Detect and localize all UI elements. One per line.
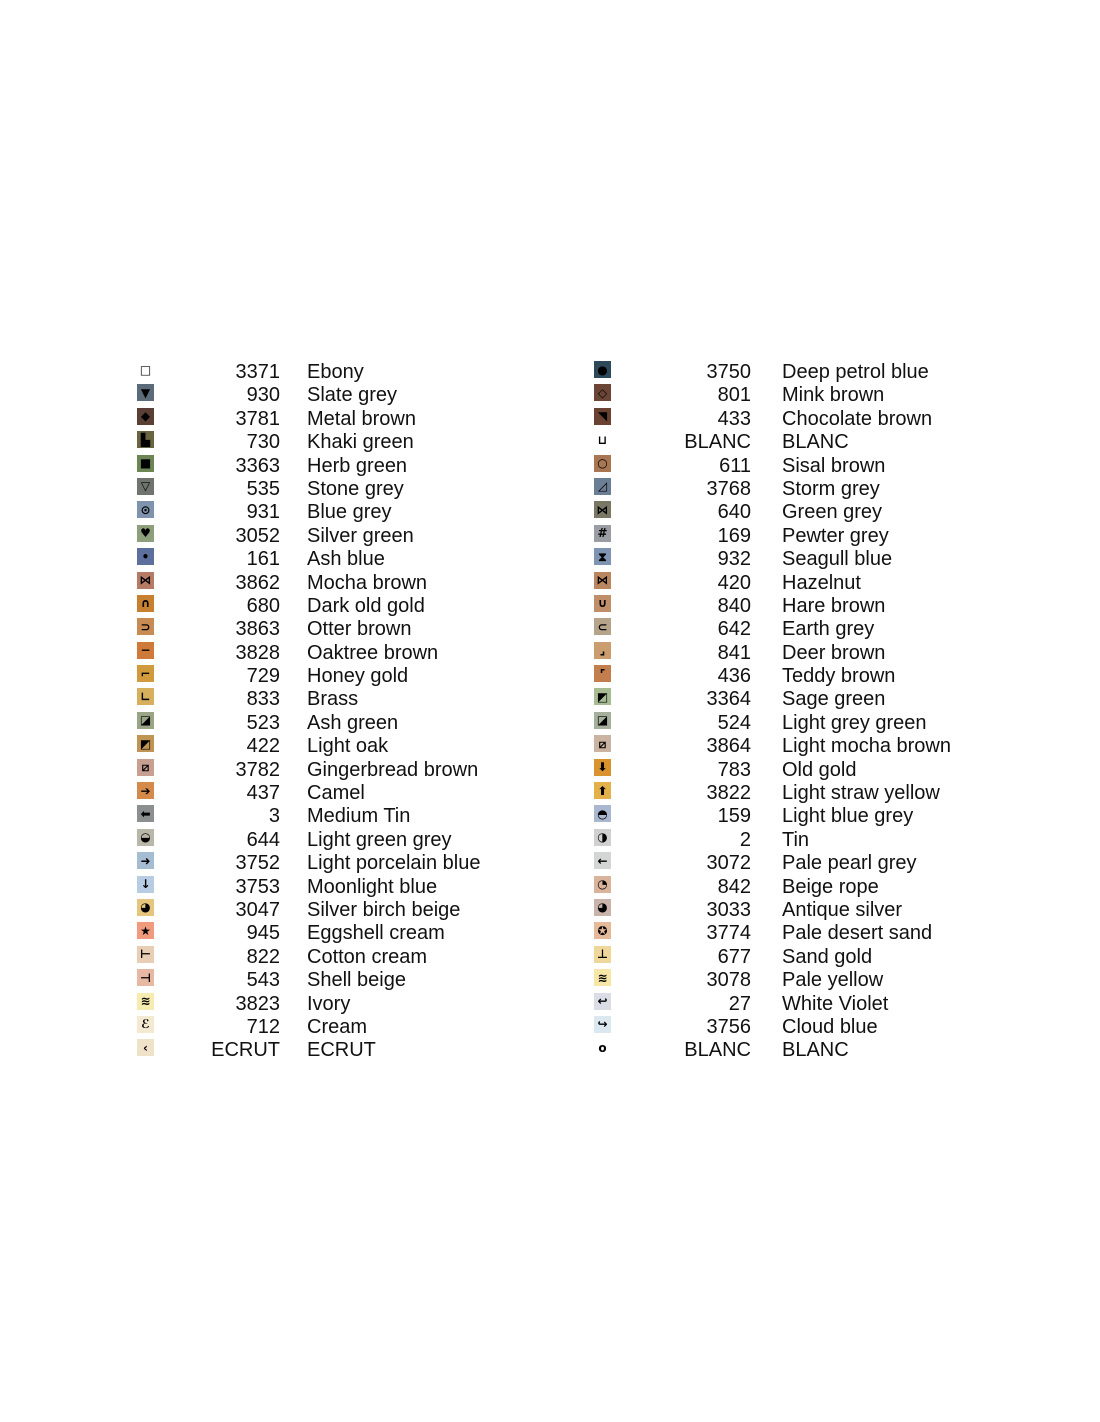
thread-number: 523 [246, 711, 280, 734]
thread-number: 3782 [235, 758, 280, 781]
symbol-glyph: □ [139, 362, 152, 377]
thread-number: 840 [717, 594, 751, 617]
thread-color-name: Tin [782, 828, 810, 851]
thread-number: 640 [717, 501, 751, 524]
thread-color-name: Teddy brown [782, 665, 896, 688]
thread-color-name: Moonlight blue [307, 875, 438, 898]
legend-row [594, 968, 1074, 991]
thread-color-name: Eggshell cream [307, 922, 445, 945]
legend-row [594, 641, 1074, 664]
thread-legend [0, 360, 1100, 1070]
symbol-glyph: ⧄ [598, 736, 607, 751]
thread-color-name: Pewter grey [782, 524, 889, 547]
star-box-icon [594, 922, 611, 939]
legend-row [137, 477, 617, 500]
thread-number: 842 [717, 875, 751, 898]
thread-color-name: Khaki green [307, 431, 414, 454]
thread-number: 3072 [706, 852, 751, 875]
legend-row [137, 828, 617, 851]
thread-number: 3078 [706, 969, 751, 992]
arrow-left-icon [594, 852, 611, 869]
thread-number: 644 [246, 828, 280, 851]
spiral-icon [594, 876, 611, 893]
symbol-glyph: ⊔ [597, 432, 608, 447]
thread-number: 3823 [235, 992, 280, 1015]
thread-number: 3752 [235, 852, 280, 875]
thread-number: 3781 [235, 407, 280, 430]
legend-row [137, 875, 617, 898]
legend-row [594, 711, 1074, 734]
symbol-glyph: ⊢ [140, 947, 151, 962]
symbol-glyph: ◕ [597, 900, 608, 915]
legend-row [137, 1038, 617, 1061]
legend-row [137, 687, 617, 710]
thread-color-name: Camel [307, 782, 365, 805]
thread-color-name: Ebony [307, 361, 364, 383]
diamond-outline-icon [594, 384, 611, 401]
thread-color-name: ECRUT [307, 1039, 376, 1062]
thread-number: 801 [717, 384, 751, 407]
thread-color-name: Medium Tin [307, 805, 411, 828]
thread-color-name: Mink brown [782, 384, 885, 407]
legend-row [137, 992, 617, 1015]
curl-left-icon [594, 993, 611, 1010]
symbol-glyph: ★ [140, 923, 151, 938]
symbol-glyph: ∟ [140, 689, 151, 704]
thread-number: 729 [246, 665, 280, 688]
legend-row [137, 945, 617, 968]
legend-row [137, 617, 617, 640]
legend-row [137, 758, 617, 781]
thread-number: 730 [246, 431, 280, 454]
symbol-glyph: • [141, 549, 150, 564]
zero-icon [594, 1039, 611, 1056]
symbol-glyph: − [140, 643, 151, 658]
legend-row [594, 687, 1074, 710]
thread-number: 680 [246, 594, 280, 617]
corner-top-left-icon [594, 665, 611, 682]
symbol-glyph: # [597, 526, 608, 541]
legend-row [594, 664, 1074, 687]
symbol-glyph: ● [597, 362, 608, 377]
thread-color-name: Ash green [307, 711, 399, 734]
symbol-glyph: ◩ [596, 689, 609, 704]
thread-number: 833 [246, 688, 280, 711]
stripes-dark-icon [594, 969, 611, 986]
legend-row [594, 1015, 1074, 1038]
symbol-glyph: ◿ [597, 479, 608, 494]
thread-number: 3828 [235, 641, 280, 664]
symbol-glyph: ➜ [140, 853, 151, 868]
thread-number: 3750 [706, 361, 751, 383]
legend-row [594, 430, 1074, 453]
legend-row [137, 407, 617, 430]
symbol-glyph: ≋ [597, 970, 608, 985]
thread-color-name: Honey gold [307, 665, 409, 688]
thread-color-name: Slate grey [307, 384, 398, 407]
symbol-glyph: o [598, 1040, 607, 1055]
symbol-glyph: ⊂ [597, 619, 608, 634]
symbol-glyph: ⊥ [597, 947, 608, 962]
thread-color-name: Chocolate brown [782, 407, 933, 430]
legend-row [594, 594, 1074, 617]
thread-number: 3033 [706, 898, 751, 921]
thread-number: 433 [717, 407, 751, 430]
cup-dark-icon [594, 595, 611, 612]
symbol-glyph: ⬅ [140, 806, 151, 821]
thread-color-name: BLANC [782, 431, 849, 454]
thread-color-name: Cream [307, 1015, 368, 1038]
symbol-glyph: ⋈ [596, 502, 609, 517]
symbol-glyph: ‹ [143, 1040, 148, 1055]
thread-number: 161 [246, 548, 280, 571]
legend-row [137, 641, 617, 664]
legend-column-right [594, 360, 1074, 1062]
thread-color-name: Mocha brown [307, 571, 428, 594]
legend-row [137, 734, 617, 757]
thread-number: 3822 [706, 782, 751, 805]
legend-row [594, 758, 1074, 781]
arrow-down-box-icon [594, 759, 611, 776]
legend-row [594, 500, 1074, 523]
thread-color-name: Brass [307, 688, 359, 711]
thread-color-name: Hazelnut [782, 571, 861, 594]
thread-number: 3774 [706, 922, 751, 945]
legend-row [594, 617, 1074, 640]
thread-color-name: Sage green [782, 688, 886, 711]
legend-row [137, 430, 617, 453]
thread-number: 677 [717, 945, 751, 968]
symbol-glyph: ▽ [140, 479, 151, 494]
thread-color-name: Stone grey [307, 477, 404, 500]
thread-number: 2 [739, 828, 751, 851]
legend-row [137, 921, 617, 944]
symbol-glyph: ◇ [597, 385, 608, 400]
thread-color-name: Cloud blue [782, 1015, 878, 1038]
legend-row [137, 804, 617, 827]
symbol-glyph: ■ [139, 456, 152, 471]
legend-row [137, 898, 617, 921]
thread-number: 931 [246, 501, 280, 524]
legend-row [594, 547, 1074, 570]
thread-number: 930 [246, 384, 280, 407]
thread-color-name: Light grey green [782, 711, 927, 734]
thread-number: 27 [728, 992, 751, 1015]
thread-number: 524 [717, 711, 751, 734]
circle-icon [594, 361, 611, 378]
symbol-glyph: ◥ [597, 409, 608, 424]
thread-color-name: Light porcelain blue [307, 852, 481, 875]
legend-row [594, 898, 1074, 921]
tee-up-icon [594, 946, 611, 963]
symbol-glyph: ◪ [139, 713, 152, 728]
thread-number: 436 [717, 665, 751, 688]
legend-row [594, 734, 1074, 757]
symbol-glyph: ↓ [140, 877, 151, 892]
symbol-glyph: ↩ [597, 994, 608, 1009]
thread-color-name: Silver birch beige [307, 898, 461, 921]
symbol-glyph: ⊙ [140, 502, 151, 517]
symbol-glyph: ↪ [597, 1017, 608, 1032]
legend-row [594, 992, 1074, 1015]
legend-row [137, 571, 617, 594]
symbol-glyph: ℰ [141, 1017, 150, 1032]
thread-color-name: Light green grey [307, 828, 452, 851]
slashed-box-outline-icon [594, 735, 611, 752]
legend-row [137, 454, 617, 477]
legend-row [137, 500, 617, 523]
thread-number: 3371 [235, 361, 280, 383]
legend-row [137, 781, 617, 804]
symbol-glyph: ◩ [139, 736, 152, 751]
thread-color-name: BLANC [782, 1039, 849, 1062]
thread-color-name: Light blue grey [782, 805, 914, 828]
thread-color-name: Antique silver [782, 898, 903, 921]
half-circle-split-icon [594, 829, 611, 846]
half-circle-dark-icon [594, 805, 611, 822]
thread-number: 712 [246, 1015, 280, 1038]
symbol-glyph: ⬇ [597, 760, 608, 775]
diagonal-half-icon [594, 408, 611, 425]
legend-row [594, 571, 1074, 594]
legend-row [594, 477, 1074, 500]
symbol-glyph: ⬆ [597, 783, 608, 798]
thread-number: BLANC [684, 431, 751, 454]
cup-icon [594, 431, 611, 448]
thread-color-name: White Violet [782, 992, 889, 1015]
legend-column-left [137, 360, 617, 1062]
thread-color-name: Silver green [307, 524, 414, 547]
thread-number: 932 [717, 548, 751, 571]
thread-color-name: Hare brown [782, 594, 886, 617]
thread-number: 3052 [235, 524, 280, 547]
legend-row [137, 383, 617, 406]
bowtie-dark-icon [594, 501, 611, 518]
symbol-glyph: ⋈ [596, 573, 609, 588]
symbol-glyph: ♥ [140, 526, 151, 541]
legend-row [594, 921, 1074, 944]
thread-number: 3863 [235, 618, 280, 641]
thread-number: 3768 [706, 477, 751, 500]
thread-number: 3864 [706, 735, 751, 758]
legend-row [594, 851, 1074, 874]
legend-row [137, 1015, 617, 1038]
legend-row [594, 524, 1074, 547]
thread-color-name: Herb green [307, 454, 408, 477]
thread-color-name: Green grey [782, 501, 883, 524]
thread-number: 437 [246, 782, 280, 805]
thread-color-name: Otter brown [307, 618, 412, 641]
legend-row [594, 945, 1074, 968]
thread-color-name: Sisal brown [782, 454, 886, 477]
thread-number: 3047 [235, 898, 280, 921]
legend-row [137, 594, 617, 617]
slashed-box-light-icon [594, 688, 611, 705]
legend-row [594, 1038, 1074, 1061]
symbol-glyph: ≋ [140, 994, 151, 1009]
thread-number: 422 [246, 735, 280, 758]
legend-row [137, 547, 617, 570]
symbol-glyph: ➔ [140, 783, 151, 798]
thread-color-name: Metal brown [307, 407, 416, 430]
legend-row [594, 407, 1074, 430]
legend-row [594, 804, 1074, 827]
thread-number: 3753 [235, 875, 280, 898]
legend-row [594, 781, 1074, 804]
thread-number: 642 [717, 618, 751, 641]
symbol-glyph: ◒ [140, 830, 151, 845]
symbol-glyph: ◑ [597, 830, 608, 845]
thread-color-name: Deer brown [782, 641, 886, 664]
symbol-glyph: ⌟ [599, 643, 606, 658]
symbol-glyph: ⧗ [598, 549, 607, 564]
thread-number: 3363 [235, 454, 280, 477]
symbol-glyph: ◔ [597, 877, 608, 892]
thread-number: BLANC [684, 1039, 751, 1062]
thread-color-name: Seagull blue [782, 548, 893, 571]
thread-color-name: Pale desert sand [782, 922, 933, 945]
symbol-glyph: ← [597, 853, 608, 868]
symbol-glyph: ◆ [140, 409, 151, 424]
legend-row [137, 711, 617, 734]
symbol-glyph: ∪ [597, 596, 608, 611]
thread-color-name: Earth grey [782, 618, 875, 641]
thread-color-name: Gingerbread brown [307, 758, 479, 781]
thread-color-name: Light straw yellow [782, 782, 940, 805]
thread-number: 543 [246, 969, 280, 992]
symbol-glyph: ◪ [596, 713, 609, 728]
legend-row [137, 664, 617, 687]
thread-number: 841 [717, 641, 751, 664]
legend-row [594, 360, 1074, 383]
thread-color-name: Shell beige [307, 969, 406, 992]
hash-icon [594, 525, 611, 542]
symbol-glyph: ◓ [597, 806, 608, 821]
symbol-glyph: ⊣ [140, 970, 151, 985]
thread-color-name: Sand gold [782, 945, 873, 968]
legend-row [137, 360, 617, 383]
c-shape-icon [594, 618, 611, 635]
thread-color-name: Cotton cream [307, 945, 428, 968]
thread-number: 169 [717, 524, 751, 547]
thread-color-name: Ash blue [307, 548, 385, 571]
radiation-dark-icon [594, 899, 611, 916]
symbol-glyph: ⋈ [139, 573, 152, 588]
corner-bottom-right-icon [594, 642, 611, 659]
legend-row [137, 524, 617, 547]
thread-number: 420 [717, 571, 751, 594]
thread-color-name: Dark old gold [307, 594, 425, 617]
thread-number: 3364 [706, 688, 751, 711]
thread-color-name: Pale pearl grey [782, 852, 917, 875]
legend-row [594, 875, 1074, 898]
legend-row [594, 454, 1074, 477]
thread-color-name: Beige rope [782, 875, 879, 898]
slashed-box-dark-icon [594, 712, 611, 729]
thread-color-name: Oaktree brown [307, 641, 439, 664]
triangle-corner-icon [594, 478, 611, 495]
symbol-glyph: ◕ [140, 900, 151, 915]
symbol-glyph: ⌜ [599, 666, 606, 681]
thread-number: 159 [717, 805, 751, 828]
symbol-glyph: ⊃ [140, 619, 151, 634]
legend-row [594, 383, 1074, 406]
thread-number: 822 [246, 945, 280, 968]
legend-row [594, 828, 1074, 851]
thread-color-name: Pale yellow [782, 969, 884, 992]
thread-number: 535 [246, 477, 280, 500]
thread-number: 3 [268, 805, 280, 828]
symbol-glyph: ✪ [597, 923, 608, 938]
thread-number: 783 [717, 758, 751, 781]
thread-color-name: Old gold [782, 758, 857, 781]
thread-color-name: Ivory [307, 992, 351, 1015]
thread-color-name: Storm grey [782, 477, 880, 500]
symbol-glyph: ∩ [140, 596, 151, 611]
thread-number: 3862 [235, 571, 280, 594]
thread-color-name: Deep petrol blue [782, 361, 929, 383]
symbol-glyph: ⌐ [140, 666, 151, 681]
curl-right-icon [594, 1016, 611, 1033]
thread-number: ECRUT [211, 1039, 280, 1062]
legend-row [137, 968, 617, 991]
thread-number: 945 [246, 922, 280, 945]
thread-number: 3756 [706, 1015, 751, 1038]
legend-row [137, 851, 617, 874]
thread-color-name: Light mocha brown [782, 735, 951, 758]
ring-icon [594, 455, 611, 472]
symbol-glyph: ⧄ [141, 760, 150, 775]
thread-number: 611 [719, 454, 751, 477]
symbol-glyph: ▙ [140, 432, 151, 447]
thread-color-name: Light oak [307, 735, 389, 758]
thread-color-name: Blue grey [307, 501, 392, 524]
arrow-up-box-icon [594, 782, 611, 799]
hourglass-icon [594, 548, 611, 565]
bowtie-outline-icon [594, 572, 611, 589]
symbol-glyph: ○ [597, 456, 608, 471]
symbol-glyph: ▼ [140, 385, 151, 400]
